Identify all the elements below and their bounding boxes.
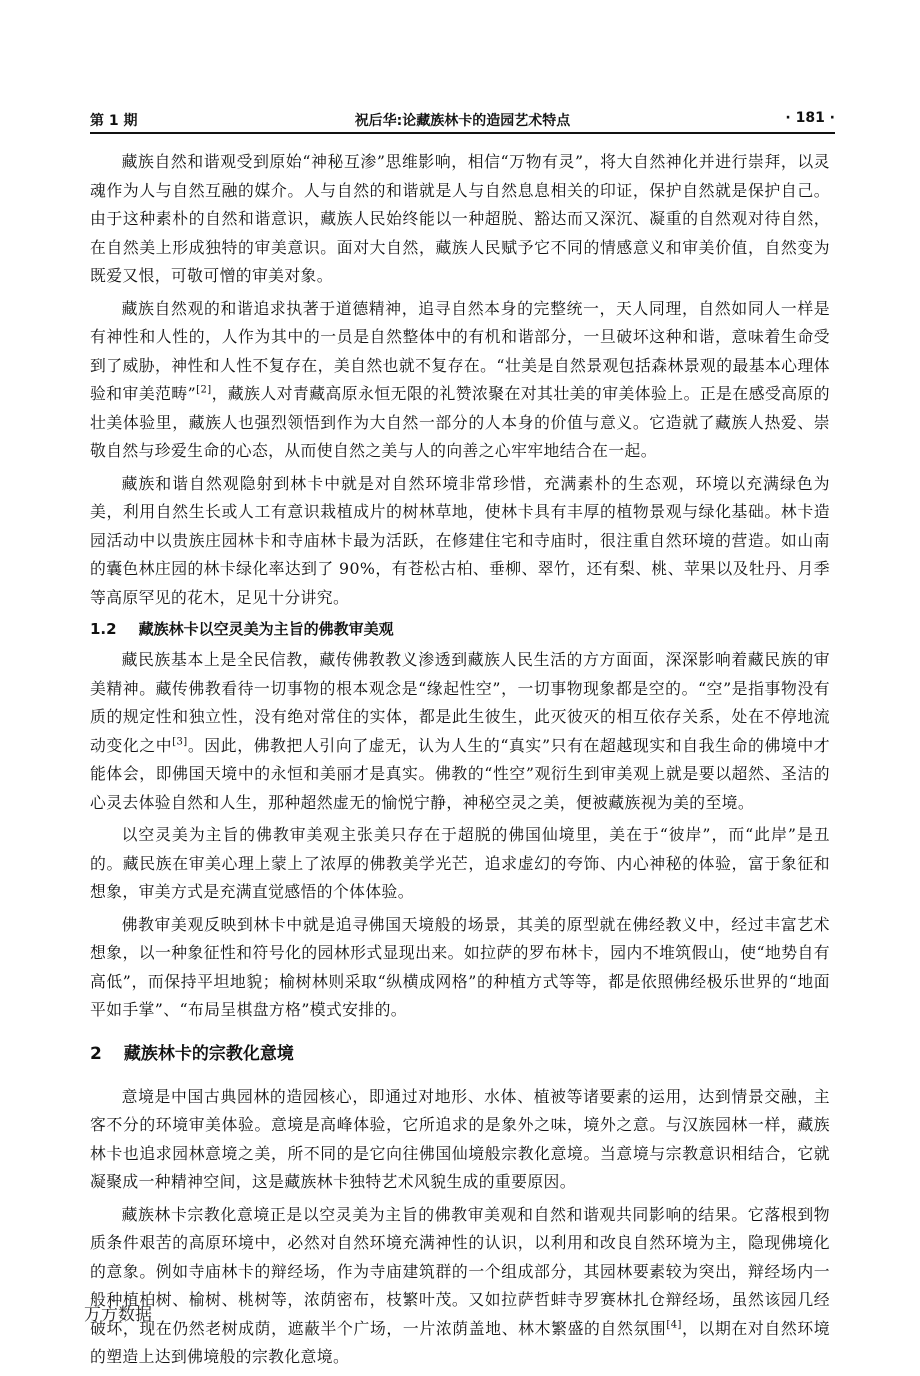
paragraph-text: 藏民族基本上是全民信教，藏传佛教教义渗透到藏族人民生活的方方面面，深深影响着藏民族的审美精神。藏传佛教看待一切事物的根本观念是“缘起性空”，一切事物现象都是空的。“空”是指事物没有质的规定性和独立性，没有绝对常住的实体，都是此生彼生，此灭彼灭的相互依存关系，处在不停地流动变化之中 — [90, 650, 830, 755]
subsection-heading — [90, 616, 830, 642]
paragraph: 以空灵美为主旨的佛教审美观主张美只存在于超脱的佛国仙境里，美在于“彼岸”，而“此岸”是丑的。藏民族在审美心理上蒙上了浓厚的佛教美学光芒，追求虚幻的夸饰、内心神秘的体验，富于象征和想象，审美方式是充满直觉感悟的个体体验。 — [90, 825, 830, 901]
citation-ref: [3] — [172, 736, 188, 748]
paragraph — [90, 295, 830, 466]
section-number: 2 — [90, 1043, 102, 1064]
section-title: 藏族林卡的宗教化意境 — [123, 1043, 294, 1064]
paragraph-text: 藏族林卡宗教化意境正是以空灵美为主旨的佛教审美观和自然和谐观共同影响的结果。它落根到物质条件艰苦的高原环境中，必然对自然环境充满神性的认识，以利用和改良自然环境为主，隐现佛境化的意象。例如寺庙林卡的辩经场，作为寺庙建筑群的一个组成部分，其园林要素较为突出，辩经场内一般种植柏树、榆树、桃树等，浓荫密布，枝繁叶茂。又如拉萨哲蚌寺罗赛林扎仓辩经场，虽然该园几经破坏，现在仍然老树成荫，遮蔽半个广场，一片浓荫盖地、林木繁盛的自然氛围 — [90, 1204, 830, 1338]
issue-number: 第 1 期 — [90, 113, 138, 129]
paragraph-text: 。因此，佛教把人引向了虚无，认为人生的“真实”只有在超越现实和自我生命的佛境中才能体会，即佛国天境中的永恒和美丽才是真实。佛教的“性空”观衍生到审美观上就是要以超然、圣洁的心灵去体验自然和人生，那种超然虚无的愉悦宁静，神秘空灵之美，便被藏族视为美的至境。 — [90, 735, 830, 812]
paragraph: 藏族自然和谐观受到原始“神秘互渗”思维影响，相信“万物有灵”，将大自然神化并进行崇拜，以灵魂作为人与自然互融的媒介。人与自然的和谐就是人与自然息息相关的印证，保护自然就是保护自己。由于这种素朴的自然和谐意识，藏族人民始终能以一种超脱、豁达而又深沉、凝重的自然观对待自然，在自然美上形成独特的审美意识。面对大自然，藏族人民赋予它不同的情感意义和审美价值，自然变为既爱又恨，可敬可憎的审美对象。 — [90, 152, 830, 285]
paragraph: 意境是中国古典园林的造园核心，即通过对地形、水体、植被等诸要素的运用，达到情景交融，主客不分的环境审美体验。意境是高峰体验，它所追求的是象外之味，境外之意。与汉族园林一样，藏族林卡也追求园林意境之美，所不同的是它向往佛国仙境般宗教化意境。当意境与宗教意识相结合，它就凝聚成一种精神空间，这是藏族林卡独特艺术风貌生成的重要原因。 — [90, 1086, 830, 1191]
running-header — [90, 104, 835, 130]
paragraph: 藏族和谐自然观隐射到林卡中就是对自然环境非常珍惜，充满素朴的生态观，环境以充满绿色为美，利用自然生长或人工有意识栽植成片的树林草地，使林卡具有丰厚的植物景观与绿化基础。林卡造园活动中以贵族庄园林卡和寺庙林卡最为活跃，在修建住宅和寺庙时，很注重自然环境的营造。如山南的囊色林庄园的林卡绿化率达到了 90%，有苍松古柏、垂柳、翠竹，还有梨、桃、苹果以及牡丹、月季等高原罕见的花木，足见十分讲究。 — [90, 473, 830, 607]
paragraph-text: 藏族自然观的和谐追求执著于道德精神，追寻自然本身的完整统一，天人同理，自然如同人一样是有神性和人性的，人作为其中的一员是自然整体中的有机和谐部分，一旦破坏这种和谐，意味着生命受到了威胁，神性和人性不复存在，美自然也就不复存在。“壮美是自然景观包括森林景观的最基本心理体验和审美范畴” — [90, 298, 830, 403]
section-heading — [90, 1039, 830, 1069]
paragraph — [90, 646, 830, 817]
watermark-footer: 万方数据 — [84, 1305, 152, 1325]
header-rule — [90, 132, 835, 134]
subsection-number: 1.2 — [90, 620, 117, 638]
paragraph-text: ，藏族人对青藏高原永恒无限的礼赞浓聚在对其壮美的审美体验上。正是在感受高原的壮美体验里，藏族人也强烈领悟到作为大自然一部分的人本身的价值与意义。它造就了藏族人热爱、崇敬自然与珍爱生命的心态，从而使自然之美与人的向善之心牢牢地结合在一起。 — [90, 384, 830, 460]
subsection-title: 藏族林卡以空灵美为主旨的佛教审美观 — [138, 620, 394, 638]
paragraph-text: ，以期在对自然环境的塑造上达到佛境般的宗教化意境。 — [90, 1318, 830, 1366]
running-title: 祝后华:论藏族林卡的造园艺术特点 — [354, 113, 571, 129]
article-body — [90, 148, 830, 1376]
page-number: · 181 · — [785, 110, 835, 126]
paragraph — [90, 1201, 830, 1372]
paragraph: 佛教审美观反映到林卡中就是追寻佛国天境般的场景，其美的原型就在佛经教义中，经过丰富艺术想象，以一种象征性和符号化的园林形式显现出来。如拉萨的罗布林卡，园内不堆筑假山，使“地势自有高低”，而保持平坦地貌；榆树林则采取“纵横成网格”的种植方式等等，都是依照佛经极乐世界的“地面平如手掌”、“布局呈棋盘方格”模式安排的。 — [90, 914, 830, 1019]
citation-ref: [4] — [666, 1319, 682, 1331]
citation-ref: [2] — [196, 384, 212, 396]
